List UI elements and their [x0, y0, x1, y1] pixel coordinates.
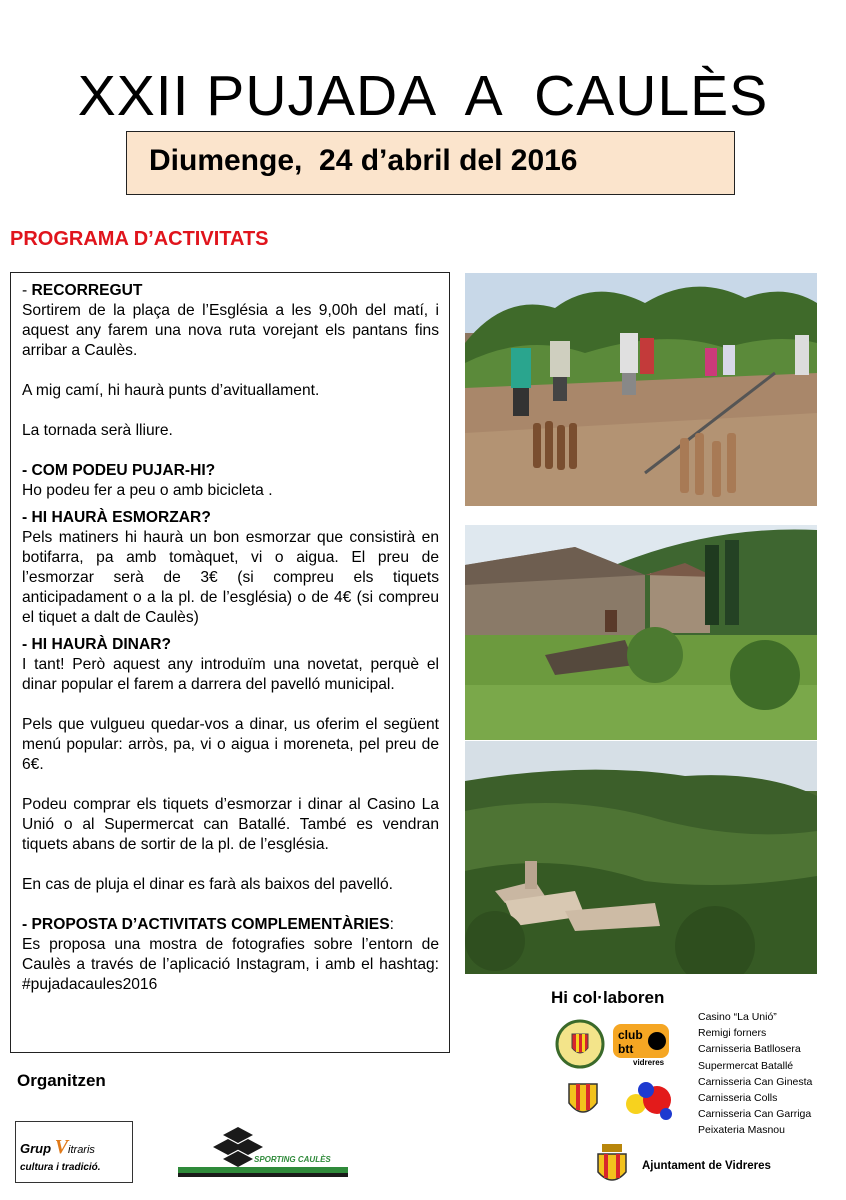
club-btt-text-3: vidreres [633, 1058, 665, 1066]
grup-name-1: Grup [20, 1141, 52, 1156]
sponsor-item: Peixateria Masnou [698, 1124, 785, 1137]
collaborators-heading: Hi col·laboren [551, 988, 665, 1007]
forest-valley-photo [465, 741, 817, 974]
sponsor-item: Carnisseria Colls [698, 1092, 778, 1105]
grup-vitraris-logo: Grup Vitraris cultura i tradició. [15, 1121, 133, 1183]
grup-name-2: itraris [68, 1144, 95, 1156]
sporting-caules-logo [178, 1125, 348, 1183]
esmorzar-text: Pels matiners hi haurà un bon esmorzar que consistirà en botifarra, pa amb tomàquet, vi o aigua. El preu de l’esmorzar serà de 3€ (si compreu els tiquets anticipadament o a la pl. de l’església) o de 4€ (si compreu el tiquet a dalt de Caulès) [22, 529, 439, 626]
colored-dots-logo [622, 1080, 676, 1122]
club-btt-text-1: club [618, 1028, 643, 1042]
sponsor-item: Carnisseria Can Garriga [698, 1108, 812, 1121]
program-heading: PROGRAMA D’ACTIVITATS [10, 228, 269, 250]
club-crest-icon [555, 1018, 605, 1070]
recorregut-heading-line [22, 281, 439, 301]
dinar-heading: - HI HAURÀ DINAR? [22, 636, 171, 653]
sponsor-item: Casino “La Unió” [698, 1011, 777, 1023]
dinar-paragraph-2: Pels que vulgueu quedar-vos a dinar, us oferim el següent menú popular: arròs, pa, vi o aigua i moreneta, pel preu de 6€. [22, 716, 439, 773]
shield-crest-icon [566, 1081, 600, 1121]
grup-tagline: cultura i tradició. [20, 1162, 101, 1173]
stone-farmhouse-photo [465, 525, 817, 740]
program-box [10, 272, 450, 1053]
bowling-pins-photo [465, 273, 817, 506]
esmorzar-heading: - HI HAURÀ ESMORZAR? [22, 509, 211, 526]
sponsor-list [698, 1009, 812, 1139]
ajuntament-label: Ajuntament de Vidreres [642, 1160, 771, 1172]
dinar-paragraph-3: Podeu comprar els tiquets d’esmorzar i dinar al Casino La Unió o al Supermercat can Batallé. També es vendran tiquets abans de sortir de la pl. de l’església. [22, 796, 439, 853]
complementaries-colon: : [389, 916, 394, 933]
ajuntament-crest-icon [594, 1142, 630, 1188]
complementaries-text: Es proposa una mostra de fotografies sobre l’entorn de Caulès a través de l’aplicació Instagram, i amb el hashtag: #pujadacaules2016 [22, 936, 439, 993]
recorregut-paragraph-3: La tornada serà lliure. [22, 422, 173, 439]
dinar-paragraph-4: En cas de pluja el dinar es farà als baixos del pavelló. [22, 876, 394, 893]
sponsor-item: Carnisseria Batllosera [698, 1043, 801, 1056]
page-title: XXII PUJADA A CAULÈS [77, 64, 769, 128]
club-btt-logo [613, 1024, 669, 1066]
sporting-name: SPORTING CAULÈS [254, 1155, 331, 1164]
complementaries-heading: - PROPOSTA D’ACTIVITATS COMPLEMENTÀRIES [22, 916, 390, 933]
pujar-heading: - COM PODEU PUJAR-HI? [22, 462, 216, 479]
dinar-paragraph-1: I tant! Però aquest any introduïm una novetat, perquè el dinar popular el farem a darrera del pavelló municipal. [22, 656, 439, 693]
complementaries-heading-line [22, 915, 439, 935]
date-banner [126, 131, 735, 195]
recorregut-heading: RECORREGUT [31, 282, 143, 299]
sponsor-item: Carnisseria Can Ginesta [698, 1075, 813, 1088]
pujar-text: Ho podeu fer a peu o amb bicicleta . [22, 482, 273, 499]
club-btt-text-2: btt [618, 1042, 634, 1056]
sponsor-item: Supermercat Batallé [698, 1059, 794, 1072]
sponsor-item: Remigi forners [698, 1027, 767, 1040]
recorregut-paragraph-2: A mig camí, hi haurà punts d’avituallament. [22, 382, 320, 399]
recorregut-paragraph-1: Sortirem de la plaça de l’Església a les 9,00h del matí, i aquest any farem una nova ruta vorejant els pantans fins arribar a Caulès. [22, 302, 439, 359]
event-date: Diumenge, 24 d’abril del 2016 [149, 144, 578, 177]
organizers-heading: Organitzen [17, 1071, 106, 1090]
recorregut-dash: - [22, 282, 32, 299]
